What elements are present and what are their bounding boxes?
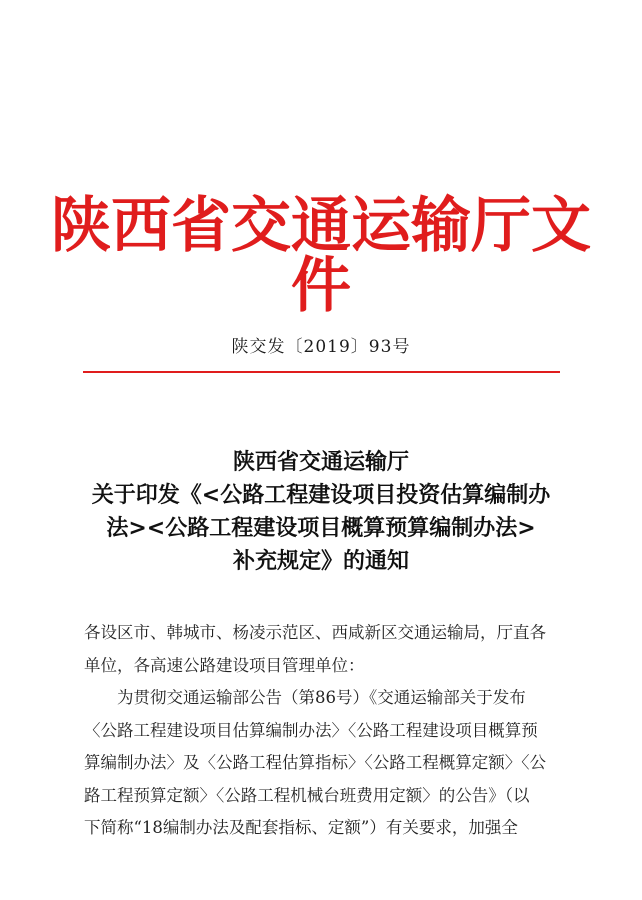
title-line: 补充规定》的通知: [232, 549, 409, 574]
document-header: 陕西省交通运输厅文件: [51, 191, 591, 321]
text-line: 下简称“18编制办法及配套指标、定额”）有关要求，加强全: [84, 818, 518, 837]
notice-title: [70, 446, 572, 578]
body-text: [84, 617, 564, 845]
title-line: 关于印发《<公路工程建设项目投资估算编制办: [91, 483, 551, 508]
text-line: 路工程预算定额〉〈公路工程机械台班费用定额〉的公告》（以: [84, 785, 530, 805]
text-line: 〈公路工程建设项目估算编制办法〉〈公路工程建设项目概算预: [84, 720, 538, 740]
title-line: 陕西省交通运输厅: [232, 450, 409, 475]
body-paragraph: [84, 682, 564, 845]
recipients-paragraph: [84, 617, 564, 682]
red-divider-line: [83, 371, 560, 373]
text-line: 单位，各高速公路建设项目管理单位：: [84, 655, 365, 675]
text-line: 为贯彻交通运输部公告（第86号）《交通运输部关于发布: [117, 688, 526, 707]
title-line: 法><公路工程建设项目概算预算编制办法>: [106, 516, 536, 541]
text-line: 各设区市、韩城市、杨凌示范区、西咸新区交通运输局，厅直各: [84, 623, 546, 642]
text-line: 算编制办法〉及〈公路工程估算指标〉〈公路工程概算定额〉〈公: [84, 753, 546, 772]
document-number: 陕交发〔2019〕93号: [231, 337, 411, 357]
